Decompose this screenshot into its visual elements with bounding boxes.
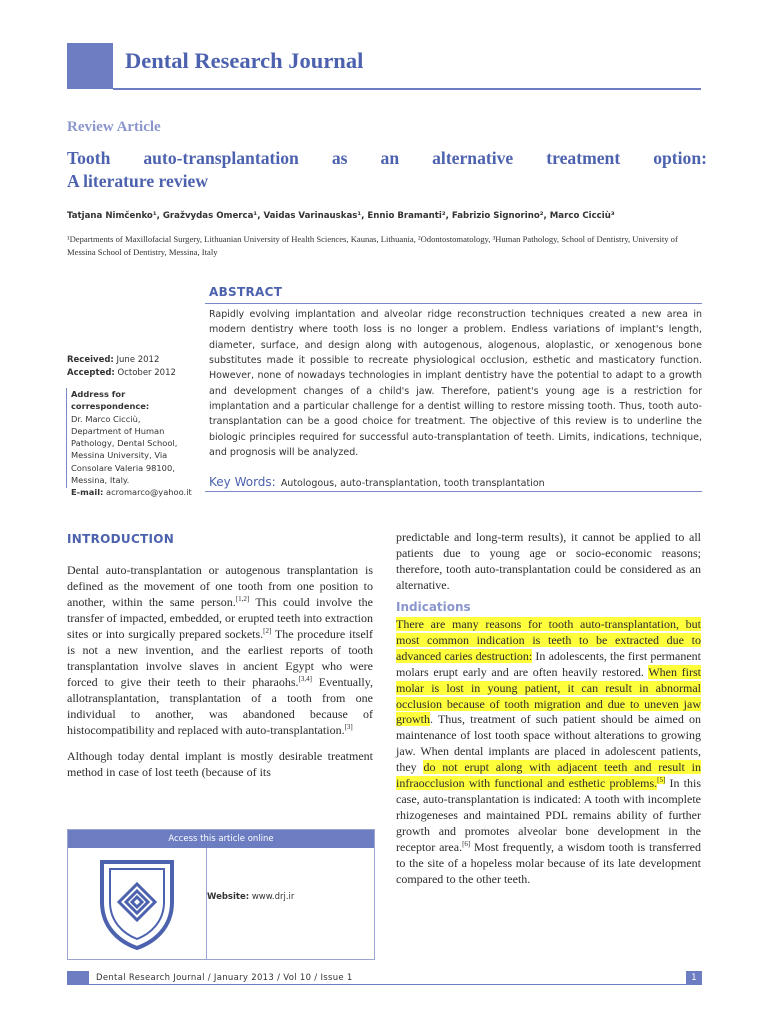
intro-paragraph-2: Although today dental implant is mostly desirable treatment method in case of lost teeth (because of its	[67, 749, 373, 780]
abstract-bottom-rule	[205, 491, 702, 492]
journal-shield-logo-icon	[98, 856, 176, 952]
keywords-label: Key Words:	[209, 475, 276, 489]
abstract-text: Rapidly evolving implantation and alveolar ridge reconstruction techniques created a new area in modern dentistry where tooth loss is no longer a problem. Endless variations of implant's length, diameter, surface, and design along with autogenous, alogenous, aloplastic, or xenogenous bone substitutes made it possible to recreate physiological occlusion, esthetic and masticatory function. However, none of nowadays technologies in implant dentistry have the potential to adapt to a growth and development changes of a child's jaw. Therefore, patient's young age is a restriction for implantation and a particular challenge for a dentist willing to restore missing tooth. Thus, tooth auto-transplantation can be a good choice for treatment. The objective of this review is to underline the biologic principles required for successful auto-transplantation of teeth. Limits, indications, technique, and prognosis will be analyzed.	[209, 309, 702, 459]
correspondence-box	[66, 388, 203, 498]
column-left	[67, 563, 373, 792]
correspondence-line: Dr. Marco Cicciù,	[71, 413, 141, 424]
correspondence-label: Address for correspondence:	[71, 389, 150, 412]
article-title-line-2: A literature review	[67, 171, 209, 191]
correspondence-line: Consolare Valeria 98100,	[71, 462, 175, 473]
correspondence-line: Pathology, Dental School,	[71, 438, 178, 449]
received-date: Received: June 2012	[67, 355, 160, 365]
correspondence-email[interactable]: E-mail: acromarco@yahoo.it	[71, 487, 192, 498]
column-right	[396, 530, 701, 888]
page-number: 1	[686, 971, 702, 985]
intro-paragraph-3: predictable and long-term results), it cannot be applied to all patients due to young age or socio-economic reasons; therefore, tooth auto-transplantation could be considered as an alternative.	[396, 530, 701, 592]
access-article-box	[67, 829, 375, 960]
article-title-line-1: Tooth auto-transplantation as an alternative treatment option:	[67, 148, 707, 168]
intro-paragraph-1: Dental auto-transplantation or autogenous transplantation is defined as the movement of one tooth from one position to another, within the same person.[1,2] This could involve the transfer of impacted, embedded, or erupted teeth into extraction sites or into surgically prepared sockets.[2] The procedure itself is not a new invention, and the earliest reports of tooth transplantation involve slaves in ancient Egypt who were forced to give their teeth to their pharaohs.[3,4] Eventually, allotransplantation, transplantation of a tooth from one individual to another, was abandoned because of histocompatibility and replaced with auto-transplantation.[3]	[67, 563, 374, 737]
abstract-rule	[205, 303, 702, 304]
correspondence-line: Messina, Italy.	[71, 475, 130, 486]
access-box-header: Access this article online	[68, 830, 374, 848]
keywords-value: Autologous, auto-transplantation, tooth transplantation	[280, 478, 545, 489]
indications-paragraph: There are many reasons for tooth auto-transplantation, but most common indication is teeth to be extracted due to advanced caries destruction: In adolescents, the first permanent molars erupt early and are often heavily restored. When first molar is lost in young patient, it can result in abnormal occlusion because of tooth migration and due to uneven jaw growth. Thus, treatment of such patient should be aimed on maintenance of lost tooth space without alterations to growing jaw. When dental implants are placed in adolescent patients, they do not erupt along with adjacent teeth and result in infraocclusion with functional and esthetic problems.[5] In this case, auto-transplantation is indicated: A tooth with incomplete rhizogeneses and maintained PDL remains ability of further growth and promotes alveolar bone development in the receptor area.[6] Most frequently, a wisdom tooth is transferred to the site of a hopeless molar because of its late development compared to the other teeth.	[396, 616, 701, 887]
affiliations: ¹Departments of Maxillofacial Surgery, Lithuanian University of Health Sciences, Kaunas, Lithuania, ²Odontostomatology, ³Human Pathology, School of Dentistry, University of Messina School of Dentistry, Messina, Italy	[67, 234, 678, 257]
correspondence-line: Messina University, Via	[71, 450, 168, 461]
article-dates	[67, 354, 207, 380]
highlighted-text: When first molar is lost in young patient, it can result in abnormal occlusion because of tooth migration and due to uneven jaw growth	[396, 664, 701, 727]
accepted-date: Accepted: October 2012	[67, 368, 176, 378]
keywords-row	[209, 471, 704, 490]
footer-citation: Dental Research Journal / January 2013 / Vol 10 / Issue 1	[96, 973, 353, 983]
correspondence-line: Department of Human	[71, 425, 165, 436]
journal-color-block	[67, 43, 113, 89]
highlighted-text: There are many reasons for tooth auto-transplantation, but most common indication is teeth to be extracted due to advanced caries destruction:	[396, 616, 701, 663]
article-type: Review Article	[67, 119, 161, 135]
journal-title: Dental Research Journal	[125, 48, 364, 73]
access-box-divider	[206, 848, 207, 959]
indications-heading: Indications	[396, 599, 471, 614]
header-rule	[113, 88, 701, 90]
introduction-heading: INTRODUCTION	[67, 532, 175, 546]
article-title	[67, 147, 707, 193]
abstract-heading: ABSTRACT	[209, 285, 283, 299]
footer-rule	[89, 984, 702, 985]
website-row[interactable]: Website: www.drj.ir	[207, 892, 295, 902]
footer-color-block	[67, 971, 89, 985]
author-list: Tatjana Nimčenko¹, Gražvydas Omerca¹, Vaidas Varinauskas¹, Ennio Bramanti², Fabrizio Signorino², Marco Cicciù³	[67, 211, 615, 221]
highlighted-text: do not erupt along with adjacent teeth and result in infraocclusion with functional and esthetic problems.	[396, 760, 701, 791]
